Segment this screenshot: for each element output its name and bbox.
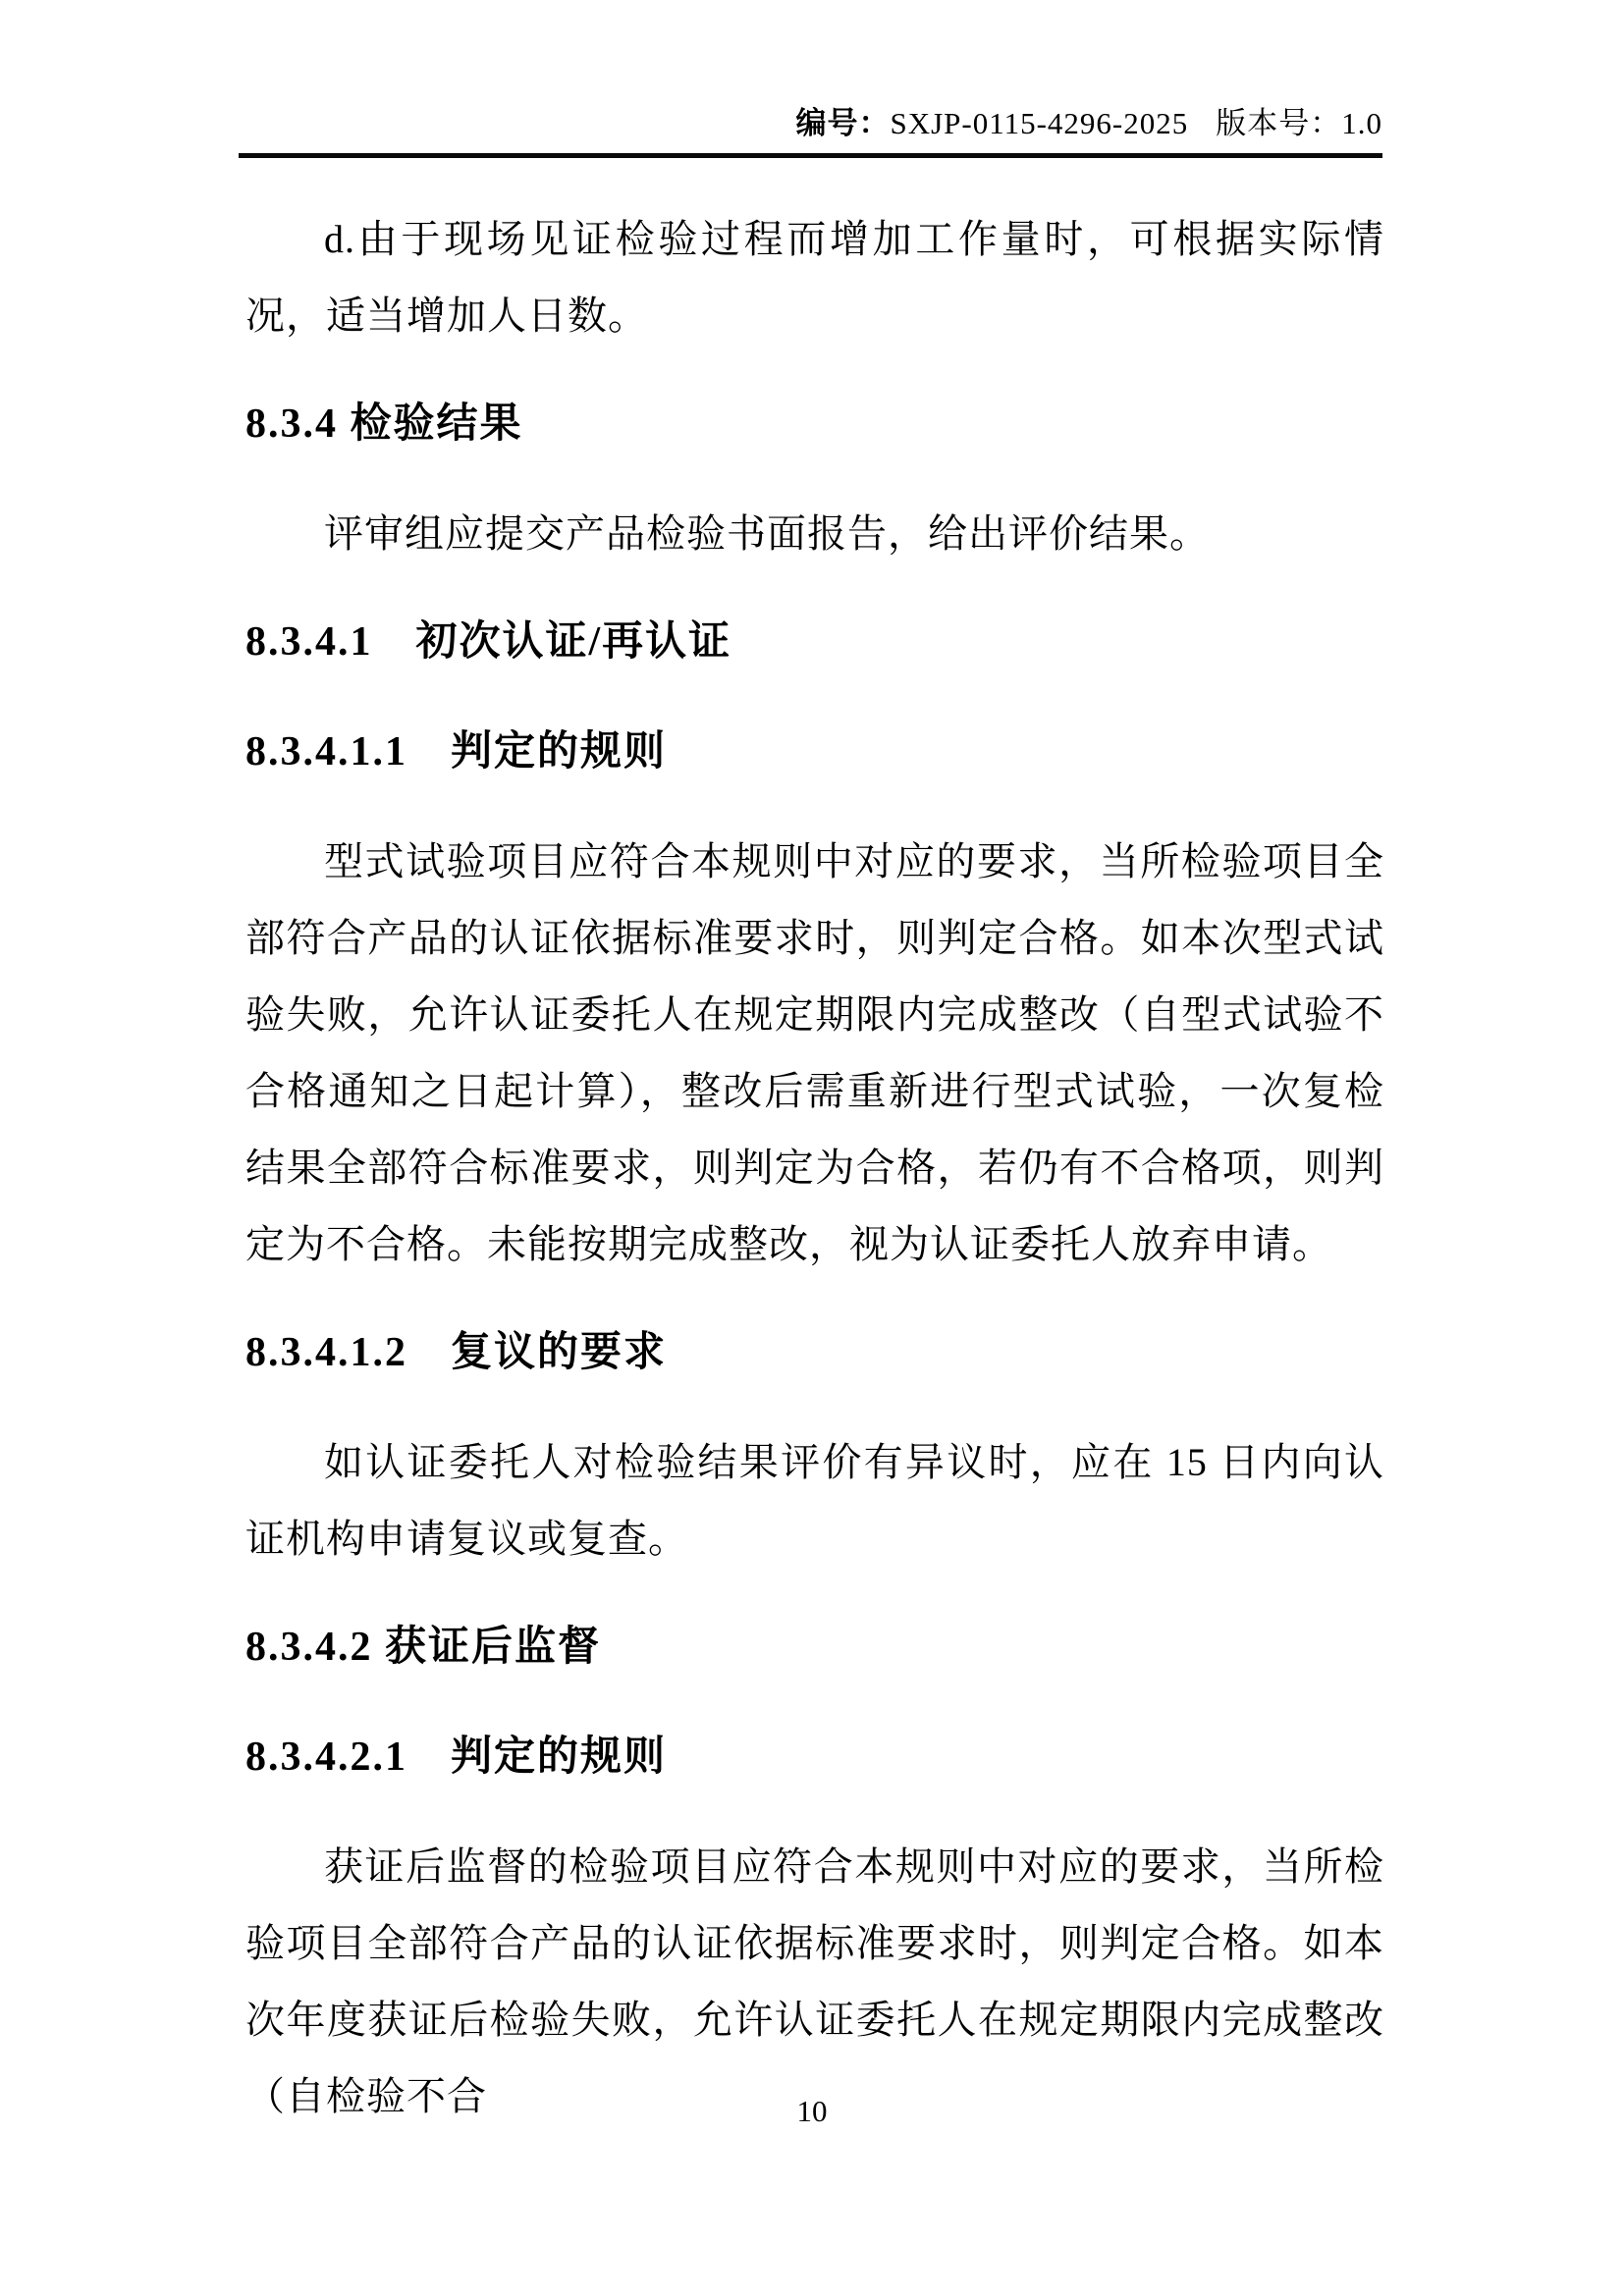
paragraph-appeal-requirement: 如认证委托人对检验结果评价有异议时，应在 15 日内向认证机构申请复议或复查。 — [245, 1440, 1384, 1561]
document-body — [245, 160, 1384, 2135]
doc-number-label: 编号： — [795, 106, 891, 140]
doc-number-value: SXJP-0115-4296-2025 — [890, 106, 1189, 140]
document-header — [239, 0, 1382, 158]
paragraph-review-report: 评审组应提交产品检验书面报告，给出评价结果。 — [324, 511, 1210, 556]
heading-8-3-4-2: 8.3.4.2 获证后监督 — [245, 1625, 602, 1670]
heading-8-3-4-1-2: 8.3.4.1.2 复议的要求 — [245, 1330, 668, 1375]
paragraph-workload-note: d.由于现场见证检验过程而增加工作量时，可根据实际情况，适当增加人日数。 — [245, 217, 1384, 338]
heading-8-3-4: 8.3.4 检验结果 — [245, 401, 523, 447]
version-value: 1.0 — [1341, 106, 1382, 140]
paragraph-type-test-rules: 型式试验项目应符合本规则中对应的要求，当所检验项目全部符合产品的认证依据标准要求时，则判定合格。如本次型式试验失败，允许认证委托人在规定期限内完成整改（自型式试验不合格通知之日起计算），整改后需重新进行型式试验，一次复检结果全部符合标准要求，则判定为合格，若仍有不合格项，则判定为不合格。未能按期完成整改，视为认证委托人放弃申请。 — [245, 839, 1384, 1266]
paragraph-surveillance-rules: 获证后监督的检验项目应符合本规则中对应的要求，当所检验项目全部符合产品的认证依据标准要求时，则判定合格。如本次年度获证后检验失败，允许认证委托人在规定期限内完成整改（自检验不合 — [245, 1844, 1384, 2118]
page-number: 10 — [796, 2094, 828, 2128]
heading-8-3-4-1-1: 8.3.4.1.1 判定的规则 — [245, 729, 668, 774]
heading-8-3-4-1: 8.3.4.1 初次认证/再认证 — [245, 619, 732, 665]
version-label: 版本号： — [1216, 106, 1342, 140]
heading-8-3-4-2-1: 8.3.4.2.1 判定的规则 — [245, 1735, 668, 1780]
